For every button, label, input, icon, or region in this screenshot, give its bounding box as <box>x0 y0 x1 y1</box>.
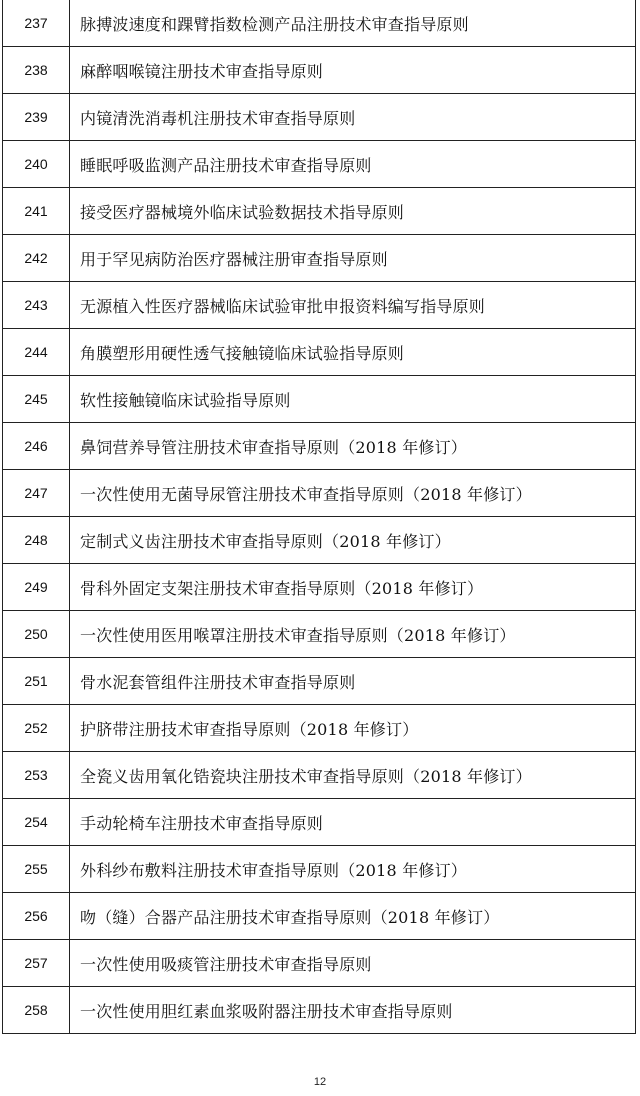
guideline-title: 一次性使用医用喉罩注册技术审查指导原则（2018 年修订） <box>70 611 636 658</box>
guideline-title: 角膜塑形用硬性透气接触镜临床试验指导原则 <box>70 329 636 376</box>
row-number: 255 <box>3 846 70 893</box>
guideline-title: 接受医疗器械境外临床试验数据技术指导原则 <box>70 188 636 235</box>
table-row <box>3 470 636 517</box>
guideline-title: 手动轮椅车注册技术审查指导原则 <box>70 799 636 846</box>
guideline-title: 鼻饲营养导管注册技术审查指导原则（2018 年修订） <box>70 423 636 470</box>
page-number: 12 <box>313 1076 327 1088</box>
table-row <box>3 188 636 235</box>
table-row <box>3 611 636 658</box>
row-number: 251 <box>3 658 70 705</box>
table-row <box>3 282 636 329</box>
guideline-title: 吻（缝）合器产品注册技术审查指导原则（2018 年修订） <box>70 893 636 940</box>
row-number: 237 <box>3 0 70 47</box>
table-row <box>3 846 636 893</box>
row-number: 247 <box>3 470 70 517</box>
row-number: 238 <box>3 47 70 94</box>
guideline-title: 一次性使用胆红素血浆吸附器注册技术审查指导原则 <box>70 987 636 1034</box>
table-row <box>3 329 636 376</box>
guideline-title: 定制式义齿注册技术审查指导原则（2018 年修订） <box>70 517 636 564</box>
guideline-title: 睡眠呼吸监测产品注册技术审查指导原则 <box>70 141 636 188</box>
guideline-title: 一次性使用无菌导尿管注册技术审查指导原则（2018 年修订） <box>70 470 636 517</box>
row-number: 240 <box>3 141 70 188</box>
table-row <box>3 987 636 1034</box>
table-row <box>3 752 636 799</box>
guideline-title: 骨科外固定支架注册技术审查指导原则（2018 年修订） <box>70 564 636 611</box>
table-row <box>3 0 636 47</box>
row-number: 254 <box>3 799 70 846</box>
row-number: 239 <box>3 94 70 141</box>
row-number: 241 <box>3 188 70 235</box>
table-row <box>3 47 636 94</box>
guideline-title: 无源植入性医疗器械临床试验审批申报资料编写指导原则 <box>70 282 636 329</box>
table-row <box>3 423 636 470</box>
row-number: 257 <box>3 940 70 987</box>
guideline-title: 护脐带注册技术审查指导原则（2018 年修订） <box>70 705 636 752</box>
row-number: 246 <box>3 423 70 470</box>
row-number: 244 <box>3 329 70 376</box>
table-row <box>3 94 636 141</box>
table-row <box>3 564 636 611</box>
guideline-title: 骨水泥套管组件注册技术审查指导原则 <box>70 658 636 705</box>
table-row <box>3 141 636 188</box>
row-number: 248 <box>3 517 70 564</box>
row-number: 249 <box>3 564 70 611</box>
table-row <box>3 658 636 705</box>
row-number: 243 <box>3 282 70 329</box>
table-row <box>3 799 636 846</box>
row-number: 245 <box>3 376 70 423</box>
guideline-title: 外科纱布敷料注册技术审查指导原则（2018 年修订） <box>70 846 636 893</box>
guideline-table <box>2 0 636 1034</box>
table-row <box>3 517 636 564</box>
row-number: 250 <box>3 611 70 658</box>
guideline-title: 一次性使用吸痰管注册技术审查指导原则 <box>70 940 636 987</box>
row-number: 242 <box>3 235 70 282</box>
table-row <box>3 705 636 752</box>
row-number: 258 <box>3 987 70 1034</box>
row-number: 252 <box>3 705 70 752</box>
table-row <box>3 376 636 423</box>
guideline-title: 用于罕见病防治医疗器械注册审查指导原则 <box>70 235 636 282</box>
guideline-table-body <box>3 0 636 1034</box>
row-number: 256 <box>3 893 70 940</box>
guideline-title: 全瓷义齿用氧化锆瓷块注册技术审查指导原则（2018 年修订） <box>70 752 636 799</box>
table-row <box>3 940 636 987</box>
guideline-title: 软性接触镜临床试验指导原则 <box>70 376 636 423</box>
table-row <box>3 893 636 940</box>
guideline-title: 脉搏波速度和踝臂指数检测产品注册技术审查指导原则 <box>70 0 636 47</box>
guideline-title: 内镜清洗消毒机注册技术审查指导原则 <box>70 94 636 141</box>
row-number: 253 <box>3 752 70 799</box>
table-row <box>3 235 636 282</box>
guideline-title: 麻醉咽喉镜注册技术审查指导原则 <box>70 47 636 94</box>
